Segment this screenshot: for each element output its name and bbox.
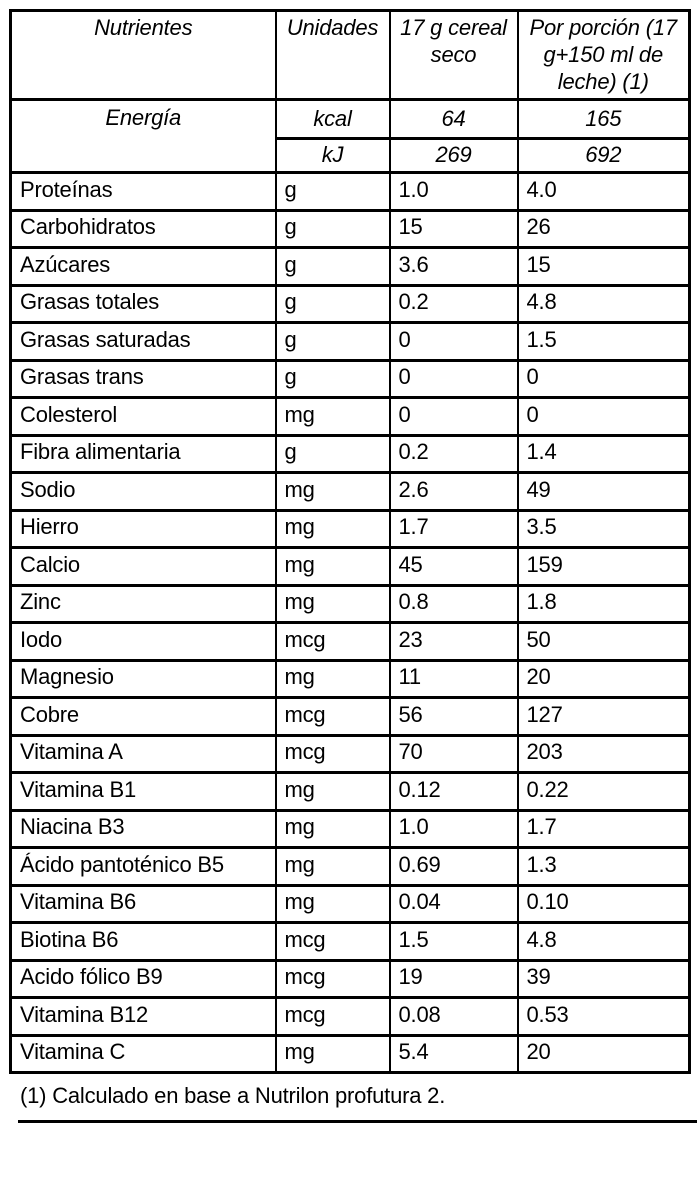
nutrient-unit: mg — [276, 885, 390, 923]
nutrient-name: Vitamina B6 — [11, 885, 276, 923]
nutrient-name: Grasas saturadas — [11, 323, 276, 361]
value-dry: 0.08 — [390, 998, 518, 1036]
energy-kj-dry: 269 — [390, 139, 518, 173]
footnote: (1) Calculado en base a Nutrilon profutura 2. — [20, 1083, 446, 1108]
nutrient-unit: g — [276, 173, 390, 211]
nutrient-unit: mcg — [276, 735, 390, 773]
nutrient-name: Sodio — [11, 473, 276, 511]
nutrient-unit: g — [276, 360, 390, 398]
nutrient-unit: mcg — [276, 923, 390, 961]
nutrient-name: Colesterol — [11, 398, 276, 436]
value-portion: 1.3 — [518, 848, 690, 886]
nutrient-name: Vitamina A — [11, 735, 276, 773]
nutrient-unit: mg — [276, 773, 390, 811]
table-row — [11, 660, 690, 698]
nutrient-unit: mg — [276, 398, 390, 436]
value-dry: 70 — [390, 735, 518, 773]
energy-kcal-portion: 165 — [518, 100, 690, 139]
value-portion: 0.22 — [518, 773, 690, 811]
value-dry: 1.7 — [390, 510, 518, 548]
value-dry: 3.6 — [390, 248, 518, 286]
nutrient-name: Proteínas — [11, 173, 276, 211]
table-row — [11, 885, 690, 923]
value-dry: 1.0 — [390, 173, 518, 211]
value-portion: 3.5 — [518, 510, 690, 548]
value-dry: 0.12 — [390, 773, 518, 811]
nutrient-name: Grasas trans — [11, 360, 276, 398]
value-dry: 0 — [390, 323, 518, 361]
value-portion: 127 — [518, 698, 690, 736]
value-portion: 0.53 — [518, 998, 690, 1036]
value-dry: 2.6 — [390, 473, 518, 511]
nutrient-name: Ácido pantoténico B5 — [11, 848, 276, 886]
header-row — [11, 11, 690, 100]
nutrient-unit: g — [276, 248, 390, 286]
header-units: Unidades — [276, 11, 390, 100]
nutrient-unit: g — [276, 285, 390, 323]
value-portion: 0 — [518, 360, 690, 398]
nutrient-unit: mcg — [276, 960, 390, 998]
nutrient-unit: mg — [276, 473, 390, 511]
nutrient-unit: mg — [276, 510, 390, 548]
nutrient-unit: mcg — [276, 698, 390, 736]
value-dry: 23 — [390, 623, 518, 661]
value-dry: 56 — [390, 698, 518, 736]
value-portion: 39 — [518, 960, 690, 998]
value-dry: 0.2 — [390, 435, 518, 473]
value-portion: 20 — [518, 1035, 690, 1073]
nutrient-unit: mg — [276, 548, 390, 586]
table-row — [11, 1035, 690, 1073]
value-portion: 15 — [518, 248, 690, 286]
value-dry: 0.8 — [390, 585, 518, 623]
value-portion: 4.0 — [518, 173, 690, 211]
value-portion: 20 — [518, 660, 690, 698]
nutrient-name: Acido fólico B9 — [11, 960, 276, 998]
value-dry: 1.5 — [390, 923, 518, 961]
nutrient-unit: g — [276, 323, 390, 361]
value-dry: 15 — [390, 210, 518, 248]
nutrient-unit: mg — [276, 660, 390, 698]
nutrient-name: Iodo — [11, 623, 276, 661]
nutrient-unit: mg — [276, 810, 390, 848]
nutrient-name: Zinc — [11, 585, 276, 623]
nutrient-name: Niacina B3 — [11, 810, 276, 848]
bottom-rule — [18, 1120, 697, 1123]
table-row — [11, 510, 690, 548]
nutrient-unit: mg — [276, 848, 390, 886]
nutrient-name: Calcio — [11, 548, 276, 586]
nutrient-name: Vitamina B12 — [11, 998, 276, 1036]
value-dry: 45 — [390, 548, 518, 586]
table-row — [11, 360, 690, 398]
value-portion: 1.7 — [518, 810, 690, 848]
value-dry: 1.0 — [390, 810, 518, 848]
table-row — [11, 473, 690, 511]
value-portion: 1.8 — [518, 585, 690, 623]
table-row — [11, 773, 690, 811]
table-row — [11, 923, 690, 961]
value-portion: 4.8 — [518, 923, 690, 961]
value-portion: 159 — [518, 548, 690, 586]
nutrient-unit: mg — [276, 1035, 390, 1073]
value-portion: 203 — [518, 735, 690, 773]
energy-kcal-dry: 64 — [390, 100, 518, 139]
table-row — [11, 623, 690, 661]
header-dry-cereal: 17 g cereal seco — [390, 11, 518, 100]
value-portion: 4.8 — [518, 285, 690, 323]
value-portion: 26 — [518, 210, 690, 248]
nutrient-name: Vitamina B1 — [11, 773, 276, 811]
energy-unit-kcal: kcal — [276, 100, 390, 139]
nutrition-table — [9, 9, 691, 1074]
nutrient-unit: g — [276, 435, 390, 473]
table-row — [11, 998, 690, 1036]
value-dry: 0.2 — [390, 285, 518, 323]
nutrient-name: Fibra alimentaria — [11, 435, 276, 473]
value-portion: 1.5 — [518, 323, 690, 361]
value-dry: 11 — [390, 660, 518, 698]
nutrient-unit: mg — [276, 585, 390, 623]
table-row — [11, 435, 690, 473]
nutrient-unit: mcg — [276, 998, 390, 1036]
header-per-portion: Por porción (17 g+150 ml de leche) (1) — [518, 11, 690, 100]
nutrient-name: Carbohidratos — [11, 210, 276, 248]
value-dry: 0 — [390, 398, 518, 436]
table-row — [11, 698, 690, 736]
nutrient-name: Biotina B6 — [11, 923, 276, 961]
value-portion: 0 — [518, 398, 690, 436]
table-row — [11, 585, 690, 623]
nutrient-name: Hierro — [11, 510, 276, 548]
nutrient-name: Vitamina C — [11, 1035, 276, 1073]
table-row — [11, 248, 690, 286]
table-row — [11, 848, 690, 886]
nutrient-name: Grasas totales — [11, 285, 276, 323]
nutrient-unit: g — [276, 210, 390, 248]
table-row — [11, 960, 690, 998]
table-row — [11, 735, 690, 773]
table-row — [11, 285, 690, 323]
energy-kj-portion: 692 — [518, 139, 690, 173]
value-dry: 5.4 — [390, 1035, 518, 1073]
value-dry: 0.69 — [390, 848, 518, 886]
table-row — [11, 173, 690, 211]
header-nutrients: Nutrientes — [11, 11, 276, 100]
table-row — [11, 810, 690, 848]
value-dry: 0 — [390, 360, 518, 398]
table-row — [11, 398, 690, 436]
table-row — [11, 210, 690, 248]
value-portion: 1.4 — [518, 435, 690, 473]
nutrient-name: Magnesio — [11, 660, 276, 698]
value-portion: 49 — [518, 473, 690, 511]
energy-label: Energía — [11, 100, 276, 173]
value-portion: 50 — [518, 623, 690, 661]
value-dry: 19 — [390, 960, 518, 998]
energy-unit-kj: kJ — [276, 139, 390, 173]
nutrient-name: Azúcares — [11, 248, 276, 286]
nutrient-name: Cobre — [11, 698, 276, 736]
value-portion: 0.10 — [518, 885, 690, 923]
table-row — [11, 548, 690, 586]
table-row — [11, 323, 690, 361]
nutrient-unit: mcg — [276, 623, 390, 661]
energy-row-kcal — [11, 100, 690, 139]
value-dry: 0.04 — [390, 885, 518, 923]
